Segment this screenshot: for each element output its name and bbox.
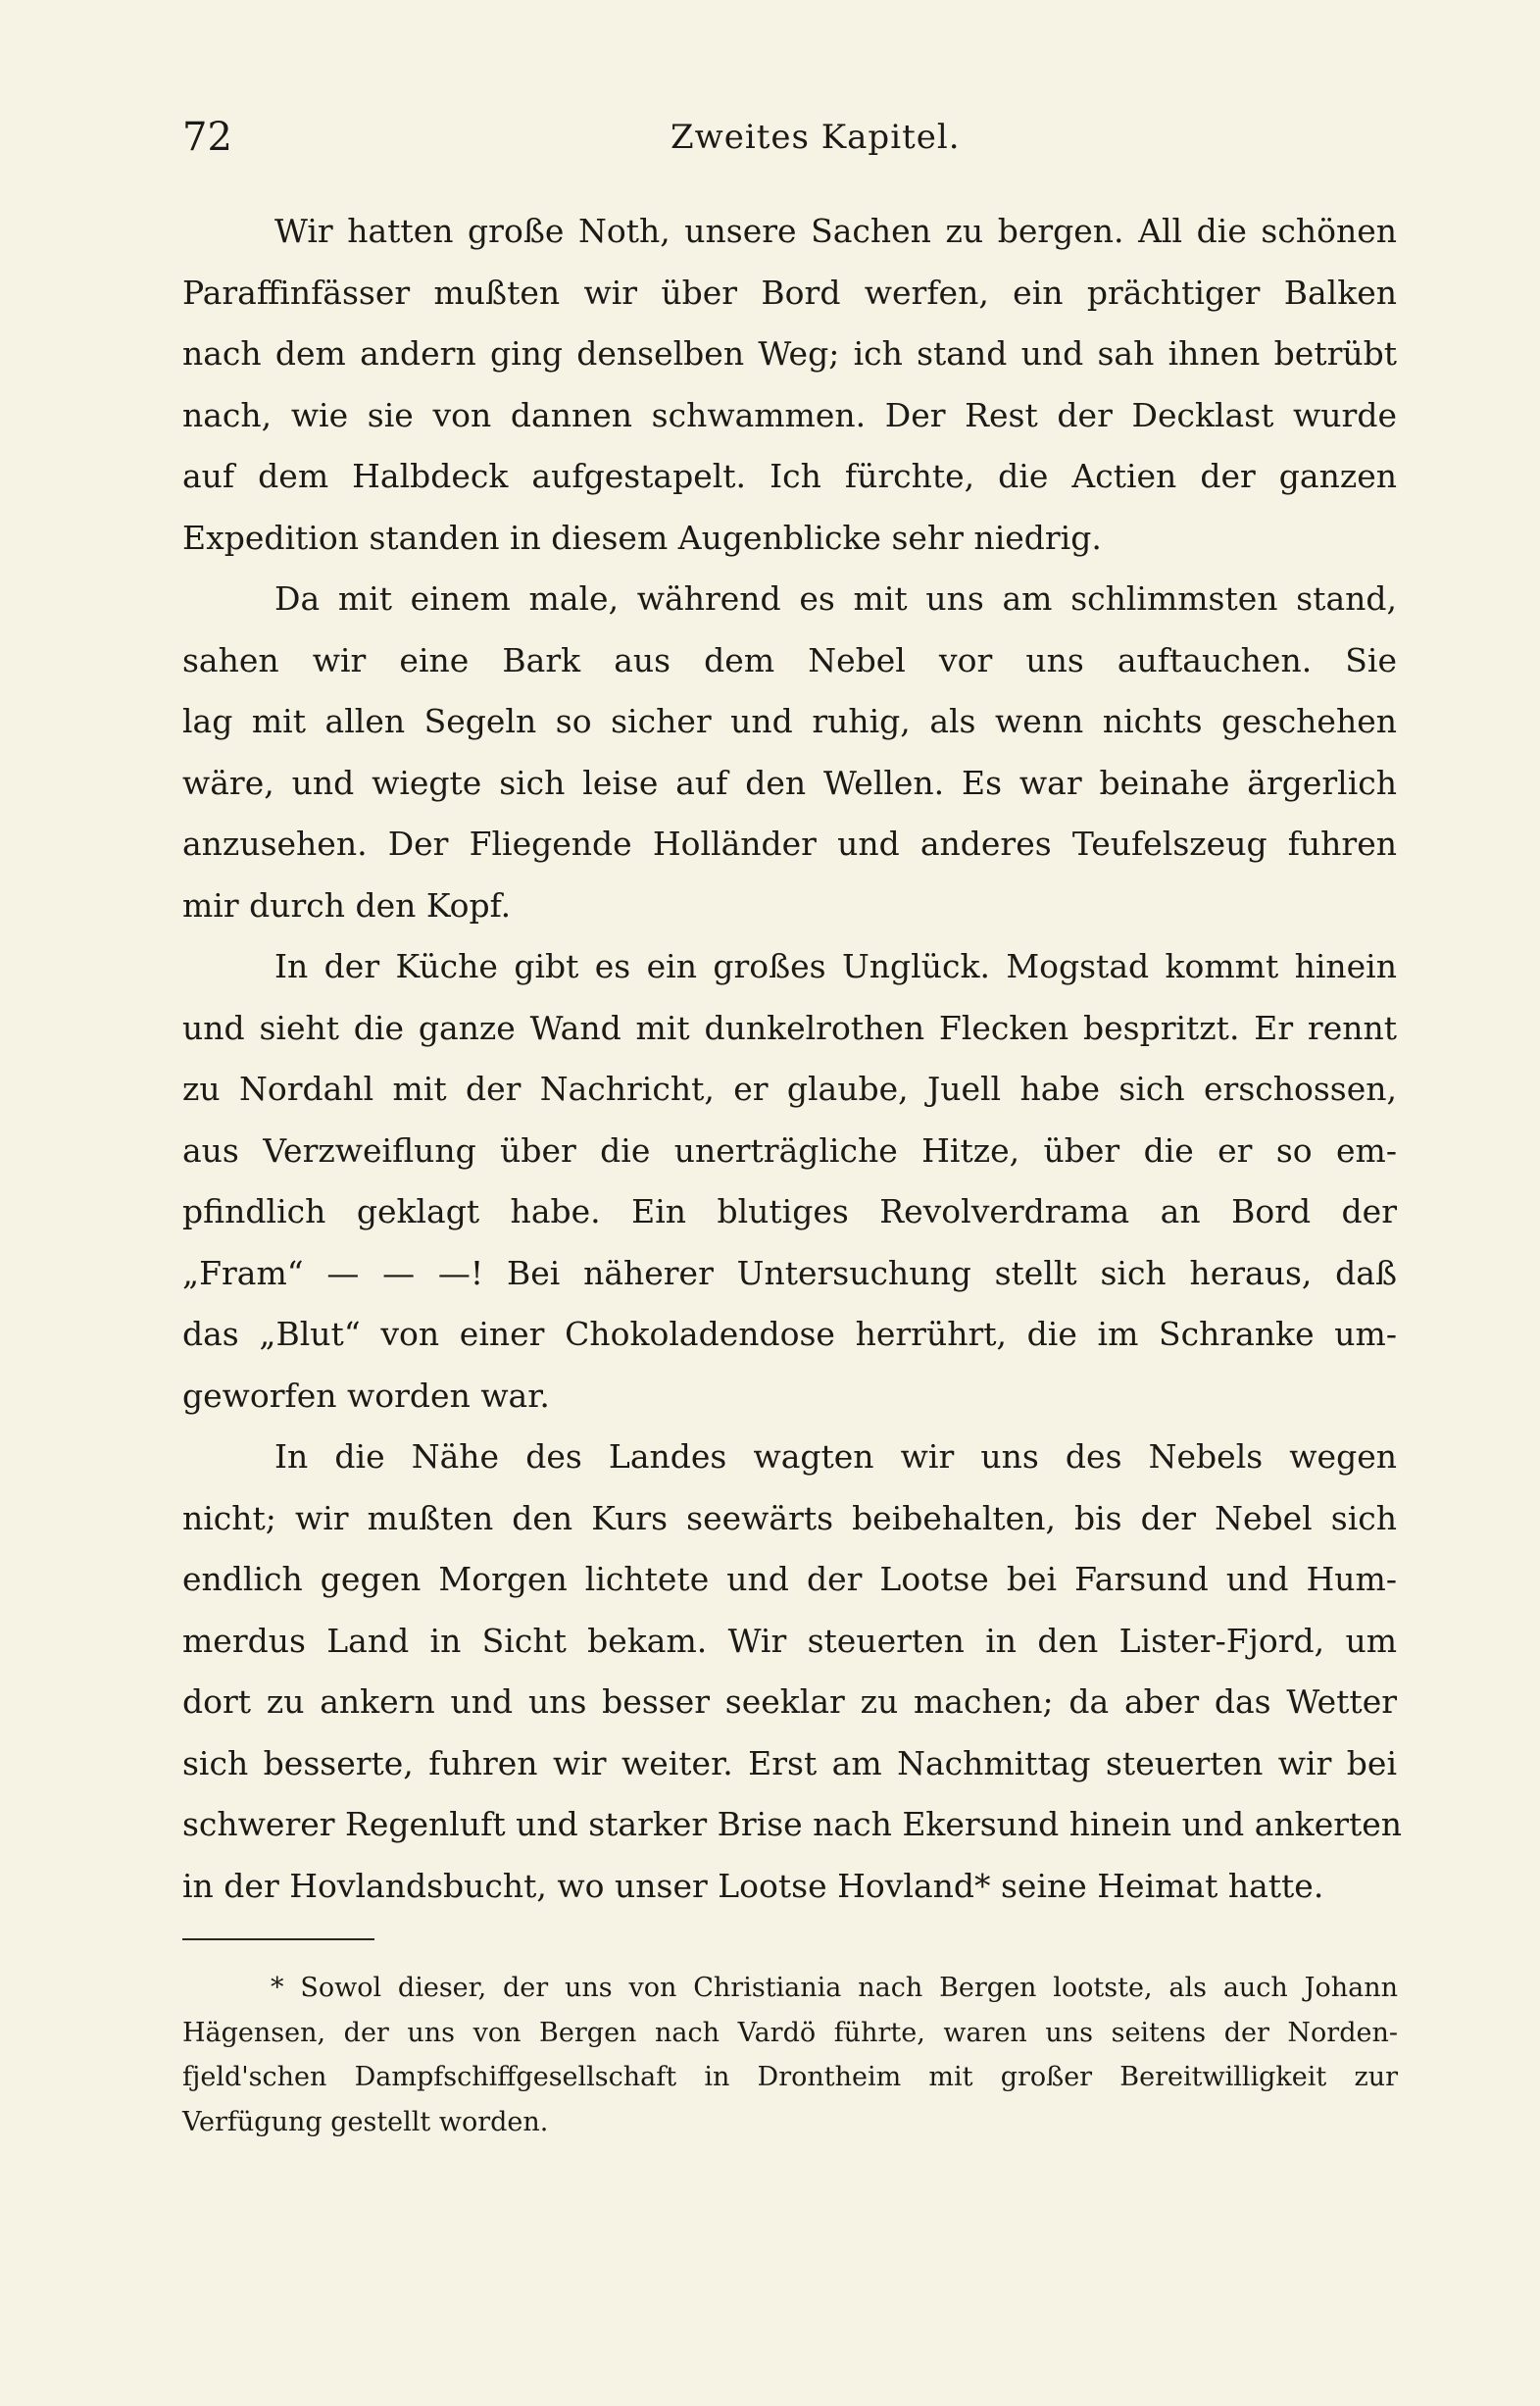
text-line: und sieht die ganze Wand mit dunkelrothen Flecken bespritzt. Er rennt [182, 1008, 1397, 1047]
text-line: schwerer Regenluft und starker Brise nach Ekersund hinein und ankerten [182, 1805, 1403, 1843]
page-header [182, 108, 1398, 167]
text-line: aus Verzweiflung über die unerträgliche Hitze, über die er so em- [182, 1130, 1397, 1170]
text-line: sich besserte, fuhren wir weiter. Erst am Nachmittag steuerten wir bei [182, 1743, 1397, 1782]
text-line: In die Nähe des Landes wagten wir uns des Nebels wegen [274, 1437, 1397, 1476]
text-line: Paraffinfässer mußten wir über Bord werfen, ein prächtiger Balken [182, 273, 1397, 312]
text-line: „Fram“ — — —! Bei näherer Untersuchung stellt sich heraus, daß [182, 1253, 1397, 1292]
text-line: zu Nordahl mit der Nachricht, er glaube, Juell habe sich erschossen, [182, 1070, 1397, 1108]
text-line: in der Hovlandsbucht, wo unser Lootse Hovland* seine Heimat hatte. [182, 1866, 1324, 1905]
paragraph [182, 201, 1397, 569]
text-line: dort zu ankern und uns besser seeklar zu machen; da aber das Wetter [182, 1682, 1397, 1721]
text-line: pfindlich geklagt habe. Ein blutiges Revolverdrama an Bord der [182, 1192, 1397, 1230]
text-line: mir durch den Kopf. [182, 885, 512, 925]
text-line: das „Blut“ von einer Chokoladendose herrührt, die im Schranke um- [182, 1315, 1397, 1353]
text-line: sahen wir eine Bark aus dem Nebel vor uns auftauchen. Sie [182, 640, 1397, 679]
paragraph [182, 569, 1397, 936]
text-line: In der Küche gibt es ein großes Unglück. Mogstad kommt hinein [274, 947, 1397, 985]
text-line: endlich gegen Morgen lichtete und der Lootse bei Farsund und Hum- [182, 1560, 1397, 1598]
footnote-line: fjeld'schen Dampfschiffgesellschaft in Drontheim mit großer Bereitwilligkeit zur [182, 2062, 1398, 2092]
running-title: Zweites Kapitel. [671, 118, 961, 157]
text-line: Da mit einem male, während es mit uns am schlimmsten stand, [274, 579, 1397, 618]
text-line: anzusehen. Der Fliegende Holländer und anderes Teufelszeug fuhren [182, 825, 1397, 863]
text-line: auf dem Halbdeck aufgestapelt. Ich fürchte, die Actien der ganzen [182, 457, 1397, 495]
text-line: lag mit allen Segeln so sicher und ruhig, als wenn nichts geschehen [182, 702, 1397, 740]
footnote-line: Verfügung gestellt worden. [182, 2106, 549, 2137]
paragraph [182, 1427, 1403, 1917]
text-line: merdus Land in Sicht bekam. Wir steuerten in den Lister-Fjord, um [182, 1621, 1397, 1660]
text-line: wäre, und wiegte sich leise auf den Wellen. Es war beinahe ärgerlich [182, 763, 1397, 802]
text-line: Expedition standen in diesem Augenblicke sehr niedrig. [182, 518, 1102, 557]
footnote-line: * Sowol dieser, der uns von Christiania nach Bergen lootste, als auch Johann [271, 1973, 1398, 2003]
text-line: geworfen worden war. [182, 1376, 550, 1415]
text-line: nach, wie sie von dannen schwammen. Der Rest der Decklast wurde [182, 395, 1397, 434]
footnote-line: Hägensen, der uns von Bergen nach Vardö führte, waren uns seitens der Norden- [182, 2017, 1398, 2048]
paragraph [182, 936, 1397, 1427]
footnote [182, 1966, 1398, 2144]
footnote-divider [182, 1938, 374, 1940]
text-line: nach dem andern ging denselben Weg; ich stand und sah ihnen betrübt [182, 334, 1397, 373]
text-line: Wir hatten große Noth, unsere Sachen zu bergen. All die schönen [274, 212, 1397, 250]
text-line: nicht; wir mußten den Kurs seewärts beibehalten, bis der Nebel sich [182, 1498, 1397, 1537]
page-number: 72 [182, 115, 232, 160]
body-text [182, 201, 1403, 1917]
